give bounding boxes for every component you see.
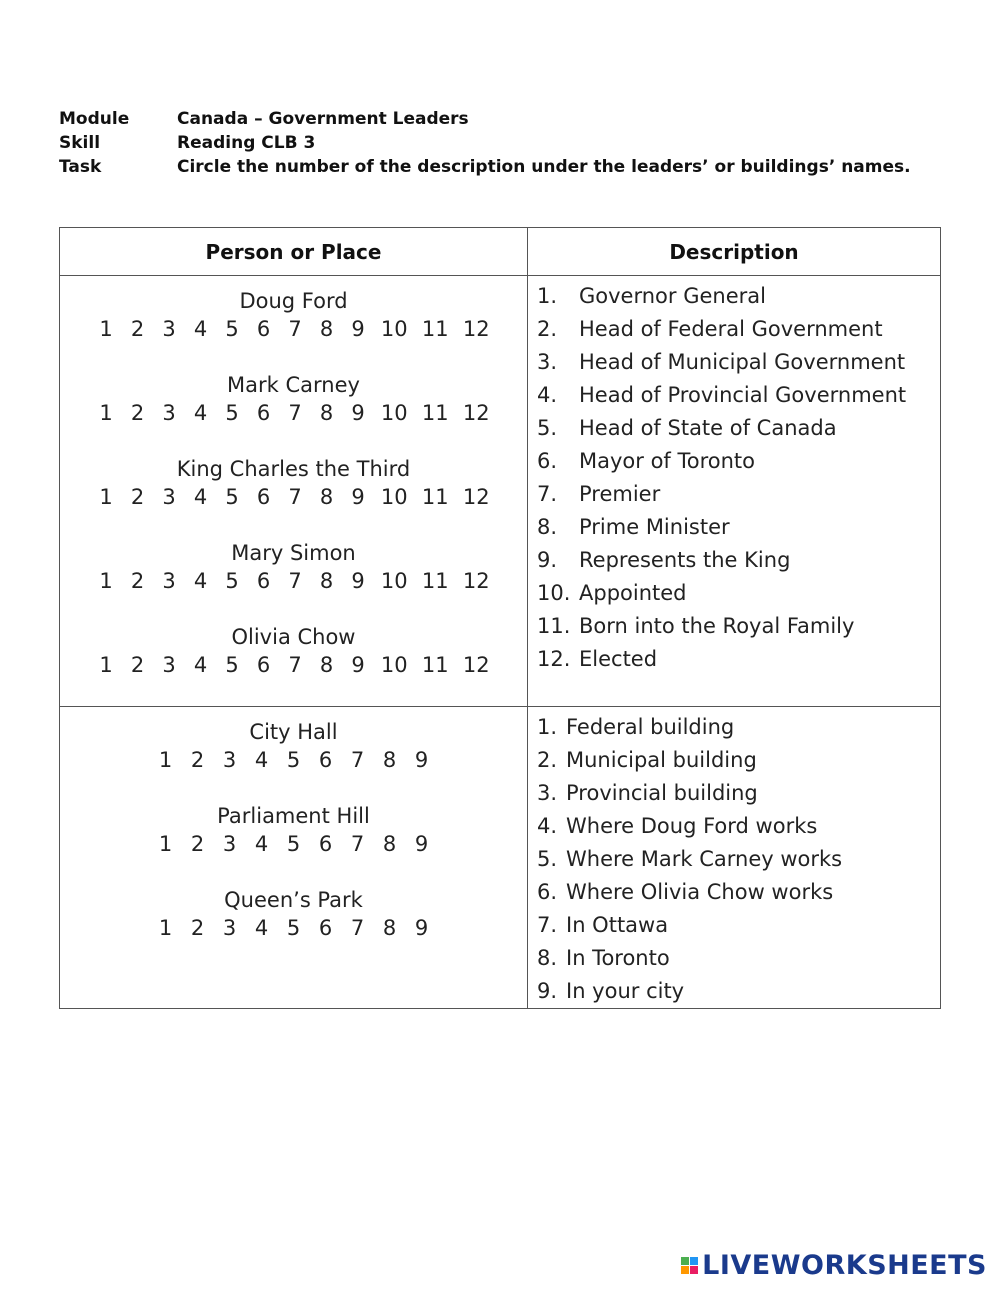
number-choice[interactable]: 11 <box>421 485 449 509</box>
description-text: Where Mark Carney works <box>566 847 843 871</box>
column-header-person-or-place: Person or Place <box>60 228 528 276</box>
description-item <box>537 511 940 544</box>
number-choice[interactable]: 5 <box>225 653 239 677</box>
description-text: Premier <box>579 482 661 506</box>
number-choice[interactable]: 5 <box>225 317 239 341</box>
description-number: 6. <box>537 880 558 904</box>
description-item <box>537 942 940 975</box>
places-entries <box>60 707 527 942</box>
number-choice[interactable]: 9 <box>414 748 429 772</box>
number-choice[interactable]: 8 <box>319 317 334 341</box>
number-choice[interactable]: 1 <box>99 401 113 425</box>
number-choice[interactable]: 4 <box>193 485 208 509</box>
header-value: Circle the number of the description under the leaders’ or buildings’ names. <box>177 157 911 177</box>
description-text: Appointed <box>579 581 687 605</box>
number-choices <box>60 651 527 679</box>
description-number: 2. <box>537 748 558 772</box>
logo-square <box>681 1257 689 1265</box>
description-number: 5. <box>537 416 558 440</box>
entry <box>60 886 527 942</box>
liveworksheets-logo-icon <box>681 1257 698 1274</box>
description-number: 9. <box>537 548 558 572</box>
number-choice[interactable]: 7 <box>350 832 365 856</box>
description-number: 1. <box>537 284 558 308</box>
number-choice[interactable]: 1 <box>99 653 113 677</box>
number-choice[interactable]: 5 <box>286 832 301 856</box>
number-choice[interactable]: 9 <box>351 569 365 593</box>
description-text: Elected <box>579 647 658 671</box>
number-choice[interactable]: 6 <box>318 832 333 856</box>
number-choice[interactable]: 8 <box>382 748 397 772</box>
description-item <box>537 280 940 313</box>
description-text: Head of State of Canada <box>579 416 837 440</box>
description-text: In Toronto <box>566 946 670 970</box>
number-choice[interactable]: 4 <box>254 916 269 940</box>
header-label: Task <box>59 157 102 177</box>
description-item <box>537 643 940 676</box>
number-choice[interactable]: 7 <box>288 401 302 425</box>
description-text: Head of Provincial Government <box>579 383 907 407</box>
number-choice[interactable]: 11 <box>421 401 449 425</box>
description-item <box>537 445 940 478</box>
description-text: In Ottawa <box>566 913 669 937</box>
description-text: Municipal building <box>566 748 757 772</box>
worksheet-header <box>59 107 911 179</box>
description-text: Head of Federal Government <box>579 317 883 341</box>
people-row <box>60 276 941 707</box>
number-choice[interactable]: 7 <box>288 569 302 593</box>
entry-name: Parliament Hill <box>217 804 370 828</box>
description-number: 3. <box>537 781 558 805</box>
number-choice[interactable]: 9 <box>351 317 365 341</box>
number-choice[interactable]: 6 <box>318 748 333 772</box>
logo-square <box>690 1257 698 1265</box>
brand-text: LIVEWORKSHEETS <box>702 1250 987 1281</box>
header-row-task <box>59 155 911 179</box>
number-choice[interactable]: 5 <box>225 485 239 509</box>
description-number: 7. <box>537 913 558 937</box>
entry-name: Mark Carney <box>227 373 360 397</box>
number-choice[interactable]: 4 <box>254 748 269 772</box>
description-item <box>537 544 940 577</box>
number-choice[interactable]: 5 <box>286 748 301 772</box>
number-choice[interactable]: 1 <box>158 832 173 856</box>
number-choice[interactable]: 12 <box>462 401 490 425</box>
description-number: 5. <box>537 847 558 871</box>
entry <box>60 539 527 595</box>
header-label: Module <box>59 109 130 129</box>
number-choice[interactable]: 2 <box>130 317 145 341</box>
number-choice[interactable]: 4 <box>193 401 208 425</box>
description-number: 4. <box>537 383 558 407</box>
places-descriptions-cell <box>528 707 941 1009</box>
number-choice[interactable]: 9 <box>414 832 429 856</box>
entry-name: Olivia Chow <box>231 625 356 649</box>
description-text: Governor General <box>579 284 766 308</box>
worksheet-table <box>59 227 941 1009</box>
number-choice[interactable]: 6 <box>256 401 271 425</box>
description-number: 1. <box>537 715 558 739</box>
description-number: 4. <box>537 814 558 838</box>
places-description-list <box>528 707 940 1008</box>
description-item <box>537 810 940 843</box>
people-descriptions-cell <box>528 276 941 707</box>
number-choice[interactable]: 4 <box>254 832 269 856</box>
number-choices <box>60 830 527 858</box>
number-choice[interactable]: 2 <box>130 401 145 425</box>
description-text: Born into the Royal Family <box>579 614 855 638</box>
entry <box>60 371 527 427</box>
description-text: In your city <box>566 979 685 1003</box>
people-entries <box>60 276 527 679</box>
description-item <box>537 975 940 1008</box>
description-item <box>537 577 940 610</box>
description-item <box>537 478 940 511</box>
number-choice[interactable]: 10 <box>380 485 408 509</box>
description-text: Federal building <box>566 715 735 739</box>
description-item <box>537 744 940 777</box>
number-choice[interactable]: 3 <box>162 653 176 677</box>
number-choice[interactable]: 11 <box>421 653 449 677</box>
number-choice[interactable]: 12 <box>462 317 490 341</box>
number-choices <box>60 315 527 343</box>
number-choice[interactable]: 3 <box>222 916 237 940</box>
number-choice[interactable]: 8 <box>319 401 334 425</box>
description-item <box>537 346 940 379</box>
description-number: 2. <box>537 317 558 341</box>
table-header-row <box>60 228 941 276</box>
description-text: Represents the King <box>579 548 791 572</box>
number-choice[interactable]: 3 <box>162 569 176 593</box>
description-item <box>537 843 940 876</box>
number-choice[interactable]: 11 <box>421 317 449 341</box>
number-choice[interactable]: 5 <box>225 401 239 425</box>
number-choice[interactable]: 11 <box>421 569 449 593</box>
entry-name: Queen’s Park <box>224 888 363 912</box>
number-choice[interactable]: 3 <box>222 832 237 856</box>
number-choice[interactable]: 8 <box>319 569 334 593</box>
number-choices <box>60 914 527 942</box>
description-text: Prime Minister <box>579 515 730 539</box>
number-choice[interactable]: 7 <box>288 317 302 341</box>
number-choice[interactable]: 7 <box>288 653 302 677</box>
header-label: Skill <box>59 133 101 153</box>
number-choice[interactable]: 10 <box>380 401 408 425</box>
description-text: Head of Municipal Government <box>579 350 906 374</box>
number-choices <box>60 746 527 774</box>
number-choice[interactable]: 2 <box>130 569 145 593</box>
number-choice[interactable]: 8 <box>382 916 397 940</box>
number-choice[interactable]: 9 <box>351 653 365 677</box>
entry <box>60 623 527 679</box>
number-choice[interactable]: 8 <box>319 485 334 509</box>
entry <box>60 718 527 774</box>
description-text: Where Doug Ford works <box>566 814 818 838</box>
number-choice[interactable]: 6 <box>256 653 271 677</box>
description-item <box>537 379 940 412</box>
number-choice[interactable]: 7 <box>350 748 365 772</box>
number-choice[interactable]: 10 <box>380 569 408 593</box>
description-number: 8. <box>537 515 558 539</box>
people-cell <box>60 276 528 707</box>
description-item <box>537 711 940 744</box>
number-choice[interactable]: 3 <box>162 485 176 509</box>
number-choice[interactable]: 5 <box>225 569 239 593</box>
header-value: Canada – Government Leaders <box>177 109 469 129</box>
description-item <box>537 610 940 643</box>
entry <box>60 287 527 343</box>
header-row-module <box>59 107 911 131</box>
number-choices <box>60 399 527 427</box>
logo-square <box>690 1266 698 1274</box>
number-choice[interactable]: 3 <box>162 317 176 341</box>
description-number: 6. <box>537 449 558 473</box>
description-text: Where Olivia Chow works <box>566 880 834 904</box>
number-choice[interactable]: 9 <box>414 916 429 940</box>
number-choice[interactable]: 12 <box>462 569 490 593</box>
number-choice[interactable]: 10 <box>380 317 408 341</box>
people-description-list <box>528 276 940 676</box>
description-text: Provincial building <box>566 781 758 805</box>
header-row-skill <box>59 131 911 155</box>
number-choice[interactable]: 4 <box>193 653 208 677</box>
places-cell <box>60 707 528 1009</box>
description-number: 12. <box>537 647 571 671</box>
number-choice[interactable]: 1 <box>99 317 113 341</box>
number-choice[interactable]: 1 <box>158 916 173 940</box>
number-choice[interactable]: 1 <box>99 485 113 509</box>
logo-square <box>681 1266 689 1274</box>
entry <box>60 455 527 511</box>
number-choice[interactable]: 6 <box>256 569 271 593</box>
description-item <box>537 909 940 942</box>
entry-name: City Hall <box>249 720 338 744</box>
number-choice[interactable]: 12 <box>462 485 490 509</box>
description-text: Mayor of Toronto <box>579 449 756 473</box>
description-number: 7. <box>537 482 558 506</box>
entry-name: King Charles the Third <box>176 457 411 481</box>
description-number: 11. <box>537 614 571 638</box>
number-choice[interactable]: 9 <box>351 485 365 509</box>
number-choice[interactable]: 8 <box>382 832 397 856</box>
places-row <box>60 707 941 1009</box>
header-value: Reading CLB 3 <box>177 133 316 153</box>
number-choice[interactable]: 9 <box>351 401 365 425</box>
number-choices <box>60 567 527 595</box>
number-choice[interactable]: 2 <box>190 916 205 940</box>
entry-name: Mary Simon <box>231 541 356 565</box>
liveworksheets-brand <box>681 1250 987 1281</box>
number-choice[interactable]: 6 <box>256 485 271 509</box>
number-choice[interactable]: 2 <box>190 748 205 772</box>
entry-name: Doug Ford <box>239 289 348 313</box>
number-choice[interactable]: 7 <box>350 916 365 940</box>
number-choice[interactable]: 3 <box>162 401 176 425</box>
number-choice[interactable]: 2 <box>190 832 205 856</box>
entry <box>60 802 527 858</box>
number-choices <box>60 483 527 511</box>
column-header-description: Description <box>528 228 941 276</box>
number-choice[interactable]: 1 <box>158 748 173 772</box>
number-choice[interactable]: 6 <box>318 916 333 940</box>
number-choice[interactable]: 10 <box>380 653 408 677</box>
number-choice[interactable]: 2 <box>130 653 145 677</box>
description-item <box>537 876 940 909</box>
number-choice[interactable]: 5 <box>286 916 301 940</box>
number-choice[interactable]: 12 <box>462 653 490 677</box>
number-choice[interactable]: 4 <box>193 317 208 341</box>
number-choice[interactable]: 6 <box>256 317 271 341</box>
description-item <box>537 412 940 445</box>
number-choice[interactable]: 8 <box>319 653 334 677</box>
description-item <box>537 777 940 810</box>
description-number: 8. <box>537 946 558 970</box>
description-number: 10. <box>537 581 571 605</box>
description-number: 3. <box>537 350 558 374</box>
number-choice[interactable]: 3 <box>222 748 237 772</box>
number-choice[interactable]: 7 <box>288 485 302 509</box>
number-choice[interactable]: 4 <box>193 569 208 593</box>
description-number: 9. <box>537 979 558 1003</box>
description-item <box>537 313 940 346</box>
number-choice[interactable]: 1 <box>99 569 113 593</box>
number-choice[interactable]: 2 <box>130 485 145 509</box>
